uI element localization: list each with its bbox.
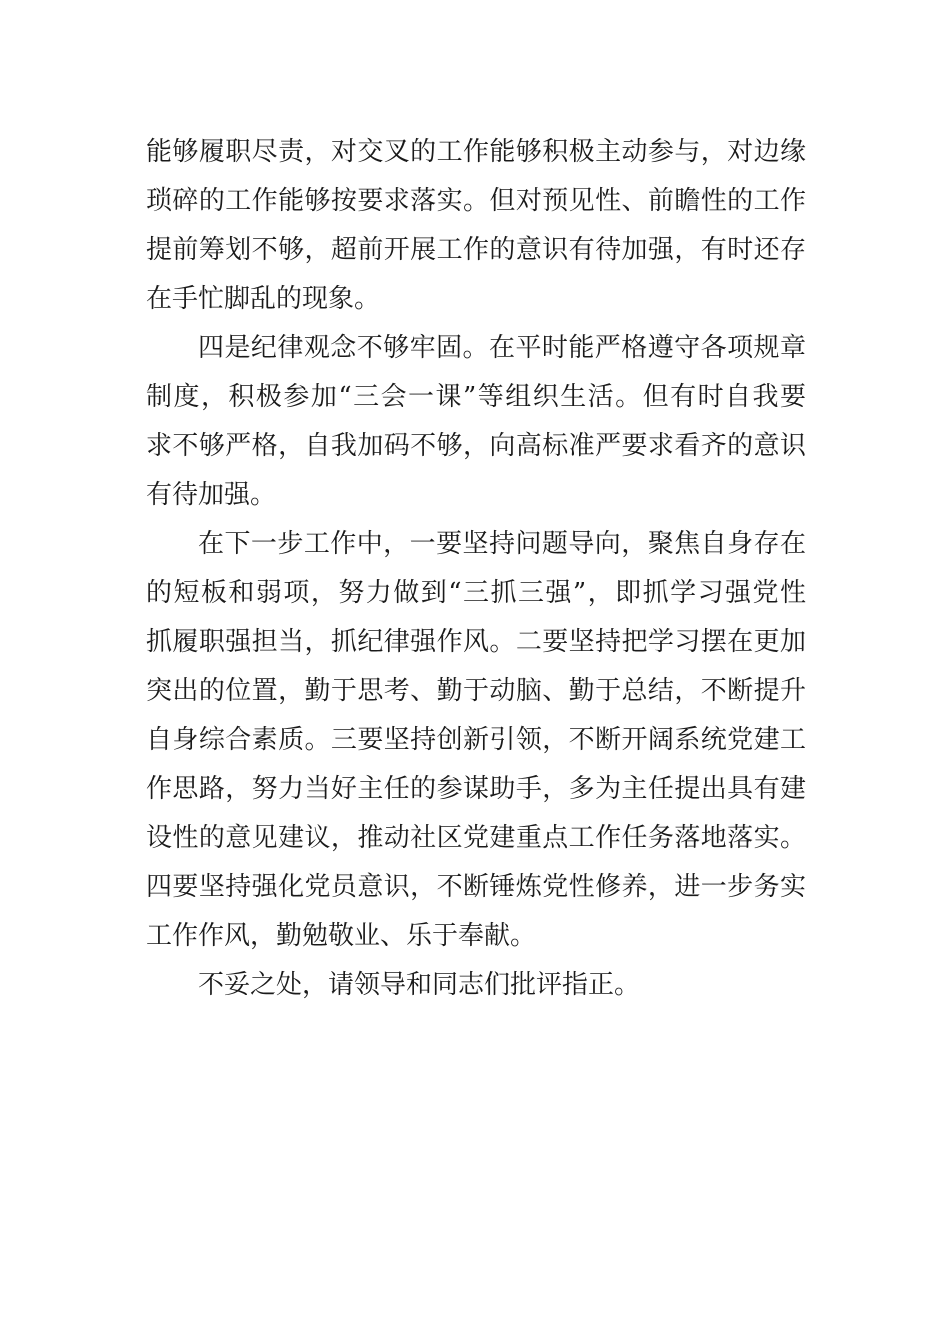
text-line: 能够履职尽责，对交叉的工作能够积极主动参与，对边缘	[146, 137, 806, 167]
text-line: 四是纪律观念不够牢固。在平时能严格遵守各项规章	[198, 333, 806, 363]
paragraph-4	[146, 961, 806, 1010]
text-line: 设性的意见建议，推动社区党建重点工作任务落地落实。	[146, 823, 806, 853]
text-line: 制度，积极参加“三会一课”等组织生活。但有时自我要	[146, 382, 806, 412]
text-line: 在手忙脚乱的现象。	[146, 284, 381, 314]
text-line: 的短板和弱项，努力做到“三抓三强”，即抓学习强党性	[146, 578, 806, 608]
text-line: 四要坚持强化党员意识，不断锤炼党性修养，进一步务实	[146, 872, 806, 902]
text-line: 不妥之处，请领导和同志们批评指正。	[198, 970, 641, 1000]
text-line: 作思路，努力当好主任的参谋助手，多为主任提出具有建	[146, 774, 806, 804]
text-line: 提前筹划不够，超前开展工作的意识有待加强，有时还存	[146, 235, 806, 265]
text-line: 突出的位置，勤于思考、勤于动脑、勤于总结，不断提升	[146, 676, 806, 706]
text-line: 琐碎的工作能够按要求落实。但对预见性、前瞻性的工作	[146, 186, 806, 216]
text-line: 在下一步工作中，一要坚持问题导向，聚焦自身存在	[198, 529, 806, 559]
document-body	[146, 128, 806, 1010]
paragraph-1	[146, 128, 806, 324]
text-line: 有待加强。	[146, 480, 277, 510]
text-line: 工作作风，勤勉敬业、乐于奉献。	[146, 921, 537, 951]
text-line: 自身综合素质。三要坚持创新引领，不断开阔系统党建工	[146, 725, 806, 755]
paragraph-3	[146, 520, 806, 961]
text-line: 求不够严格，自我加码不够，向高标准严要求看齐的意识	[146, 431, 806, 461]
text-line: 抓履职强担当，抓纪律强作风。二要坚持把学习摆在更加	[146, 627, 806, 657]
paragraph-2	[146, 324, 806, 520]
